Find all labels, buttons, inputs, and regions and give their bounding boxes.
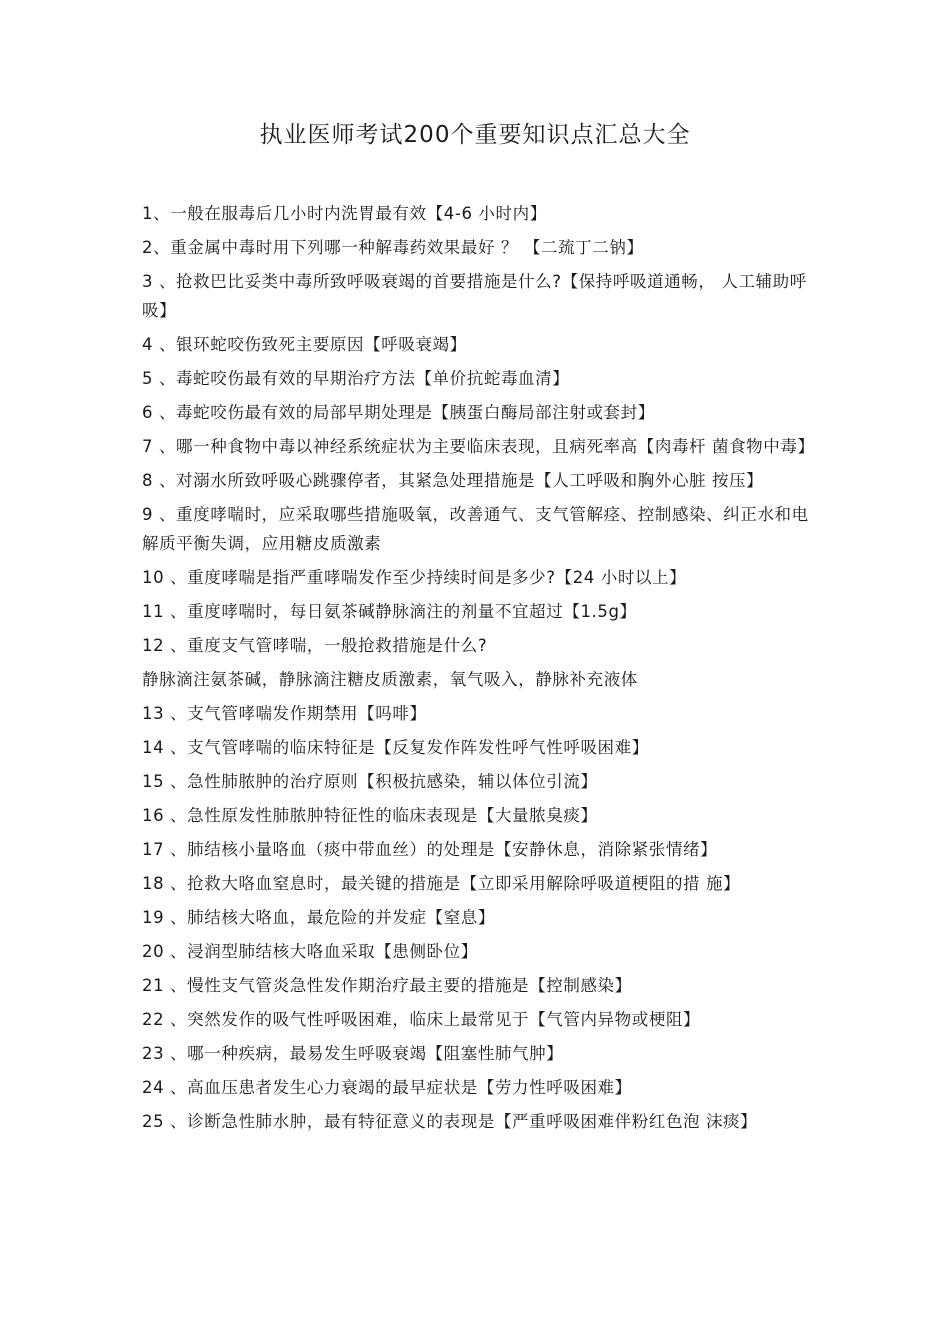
list-item: 18 、抢救大咯血窒息时，最关键的措施是【立即采用解除呼吸道梗阻的措 施】 xyxy=(142,874,741,893)
list-item: 10 、重度哮喘是指严重哮喘发作至少持续时间是多少?【24 小时以上】 xyxy=(142,568,687,587)
list-item: 20 、浸润型肺结核大咯血采取【患侧卧位】 xyxy=(142,942,478,961)
list-item: 23 、哪一种疾病，最易发生呼吸衰竭【阻塞性肺气肿】 xyxy=(142,1044,564,1063)
list-item: 16 、急性原发性肺脓肿特征性的临床表现是【大量脓臭痰】 xyxy=(142,806,598,825)
list-item: 7 、哪一种食物中毒以神经系统症状为主要临床表现，且病死率高【肉毒杆 菌食物中毒】 xyxy=(142,437,815,456)
list-item: 3 、抢救巴比妥类中毒所致呼吸衰竭的首要措施是什么?【保持呼吸道通畅， 人工辅助呼吸】 xyxy=(142,272,807,320)
list-item: 14 、支气管哮喘的临床特征是【反复发作阵发性呼气性呼吸困难】 xyxy=(142,738,649,757)
list-item: 2、重金属中毒时用下列哪一种解毒药效果最好 ？ 【二巯丁二钠】 xyxy=(142,238,644,257)
list-item: 15 、急性肺脓肿的治疗原则【积极抗感染，辅以体位引流】 xyxy=(142,772,598,791)
document-title: 执业医师考试200个重要知识点汇总大全 xyxy=(259,122,691,148)
list-item: 19 、肺结核大咯血，最危险的并发症【窒息】 xyxy=(142,908,495,927)
list-item: 4 、银环蛇咬伤致死主要原因【呼吸衰竭】 xyxy=(142,335,467,354)
list-item: 22 、突然发作的吸气性呼吸困难，临床上最常见于【气管内异物或梗阻】 xyxy=(142,1010,701,1029)
knowledge-point-list xyxy=(142,199,814,1141)
list-item: 8 、对溺水所致呼吸心跳骤停者，其紧急处理措施是【人工呼吸和胸外心脏 按压】 xyxy=(142,471,764,490)
list-item: 17 、肺结核小量咯血（痰中带血丝）的处理是【安静休息，消除紧张情绪】 xyxy=(142,840,718,859)
list-item: 13 、支气管哮喘发作期禁用【吗啡】 xyxy=(142,704,427,723)
list-item: 21 、慢性支气管炎急性发作期治疗最主要的措施是【控制感染】 xyxy=(142,976,632,995)
list-item: 6 、毒蛇咬伤最有效的局部早期处理是【胰蛋白酶局部注射或套封】 xyxy=(142,403,655,422)
list-item: 9 、重度哮喘时，应采取哪些措施吸氧，改善通气、支气管解痉、控制感染、纠正水和电解质平衡失调，应用糖皮质激素 xyxy=(142,505,809,553)
list-item: 1、一般在服毒后几小时内洗胃最有效【4-6 小时内】 xyxy=(142,204,547,223)
list-item: 12 、重度支气管哮喘，一般抢救措施是什么? xyxy=(142,636,488,655)
list-item: 静脉滴注氨茶碱，静脉滴注糖皮质激素，氧气吸入，静脉补充液体 xyxy=(142,670,638,689)
list-item: 24 、高血压患者发生心力衰竭的最早症状是【劳力性呼吸困难】 xyxy=(142,1078,632,1097)
list-item: 11 、重度哮喘时，每日氨茶碱静脉滴注的剂量不宜超过【1.5g】 xyxy=(142,602,637,621)
list-item: 5 、毒蛇咬伤最有效的早期治疗方法【单价抗蛇毒血清】 xyxy=(142,369,570,388)
list-item: 25 、诊断急性肺水肿，最有特征意义的表现是【严重呼吸困难伴粉红色泡 沫痰】 xyxy=(142,1112,758,1131)
